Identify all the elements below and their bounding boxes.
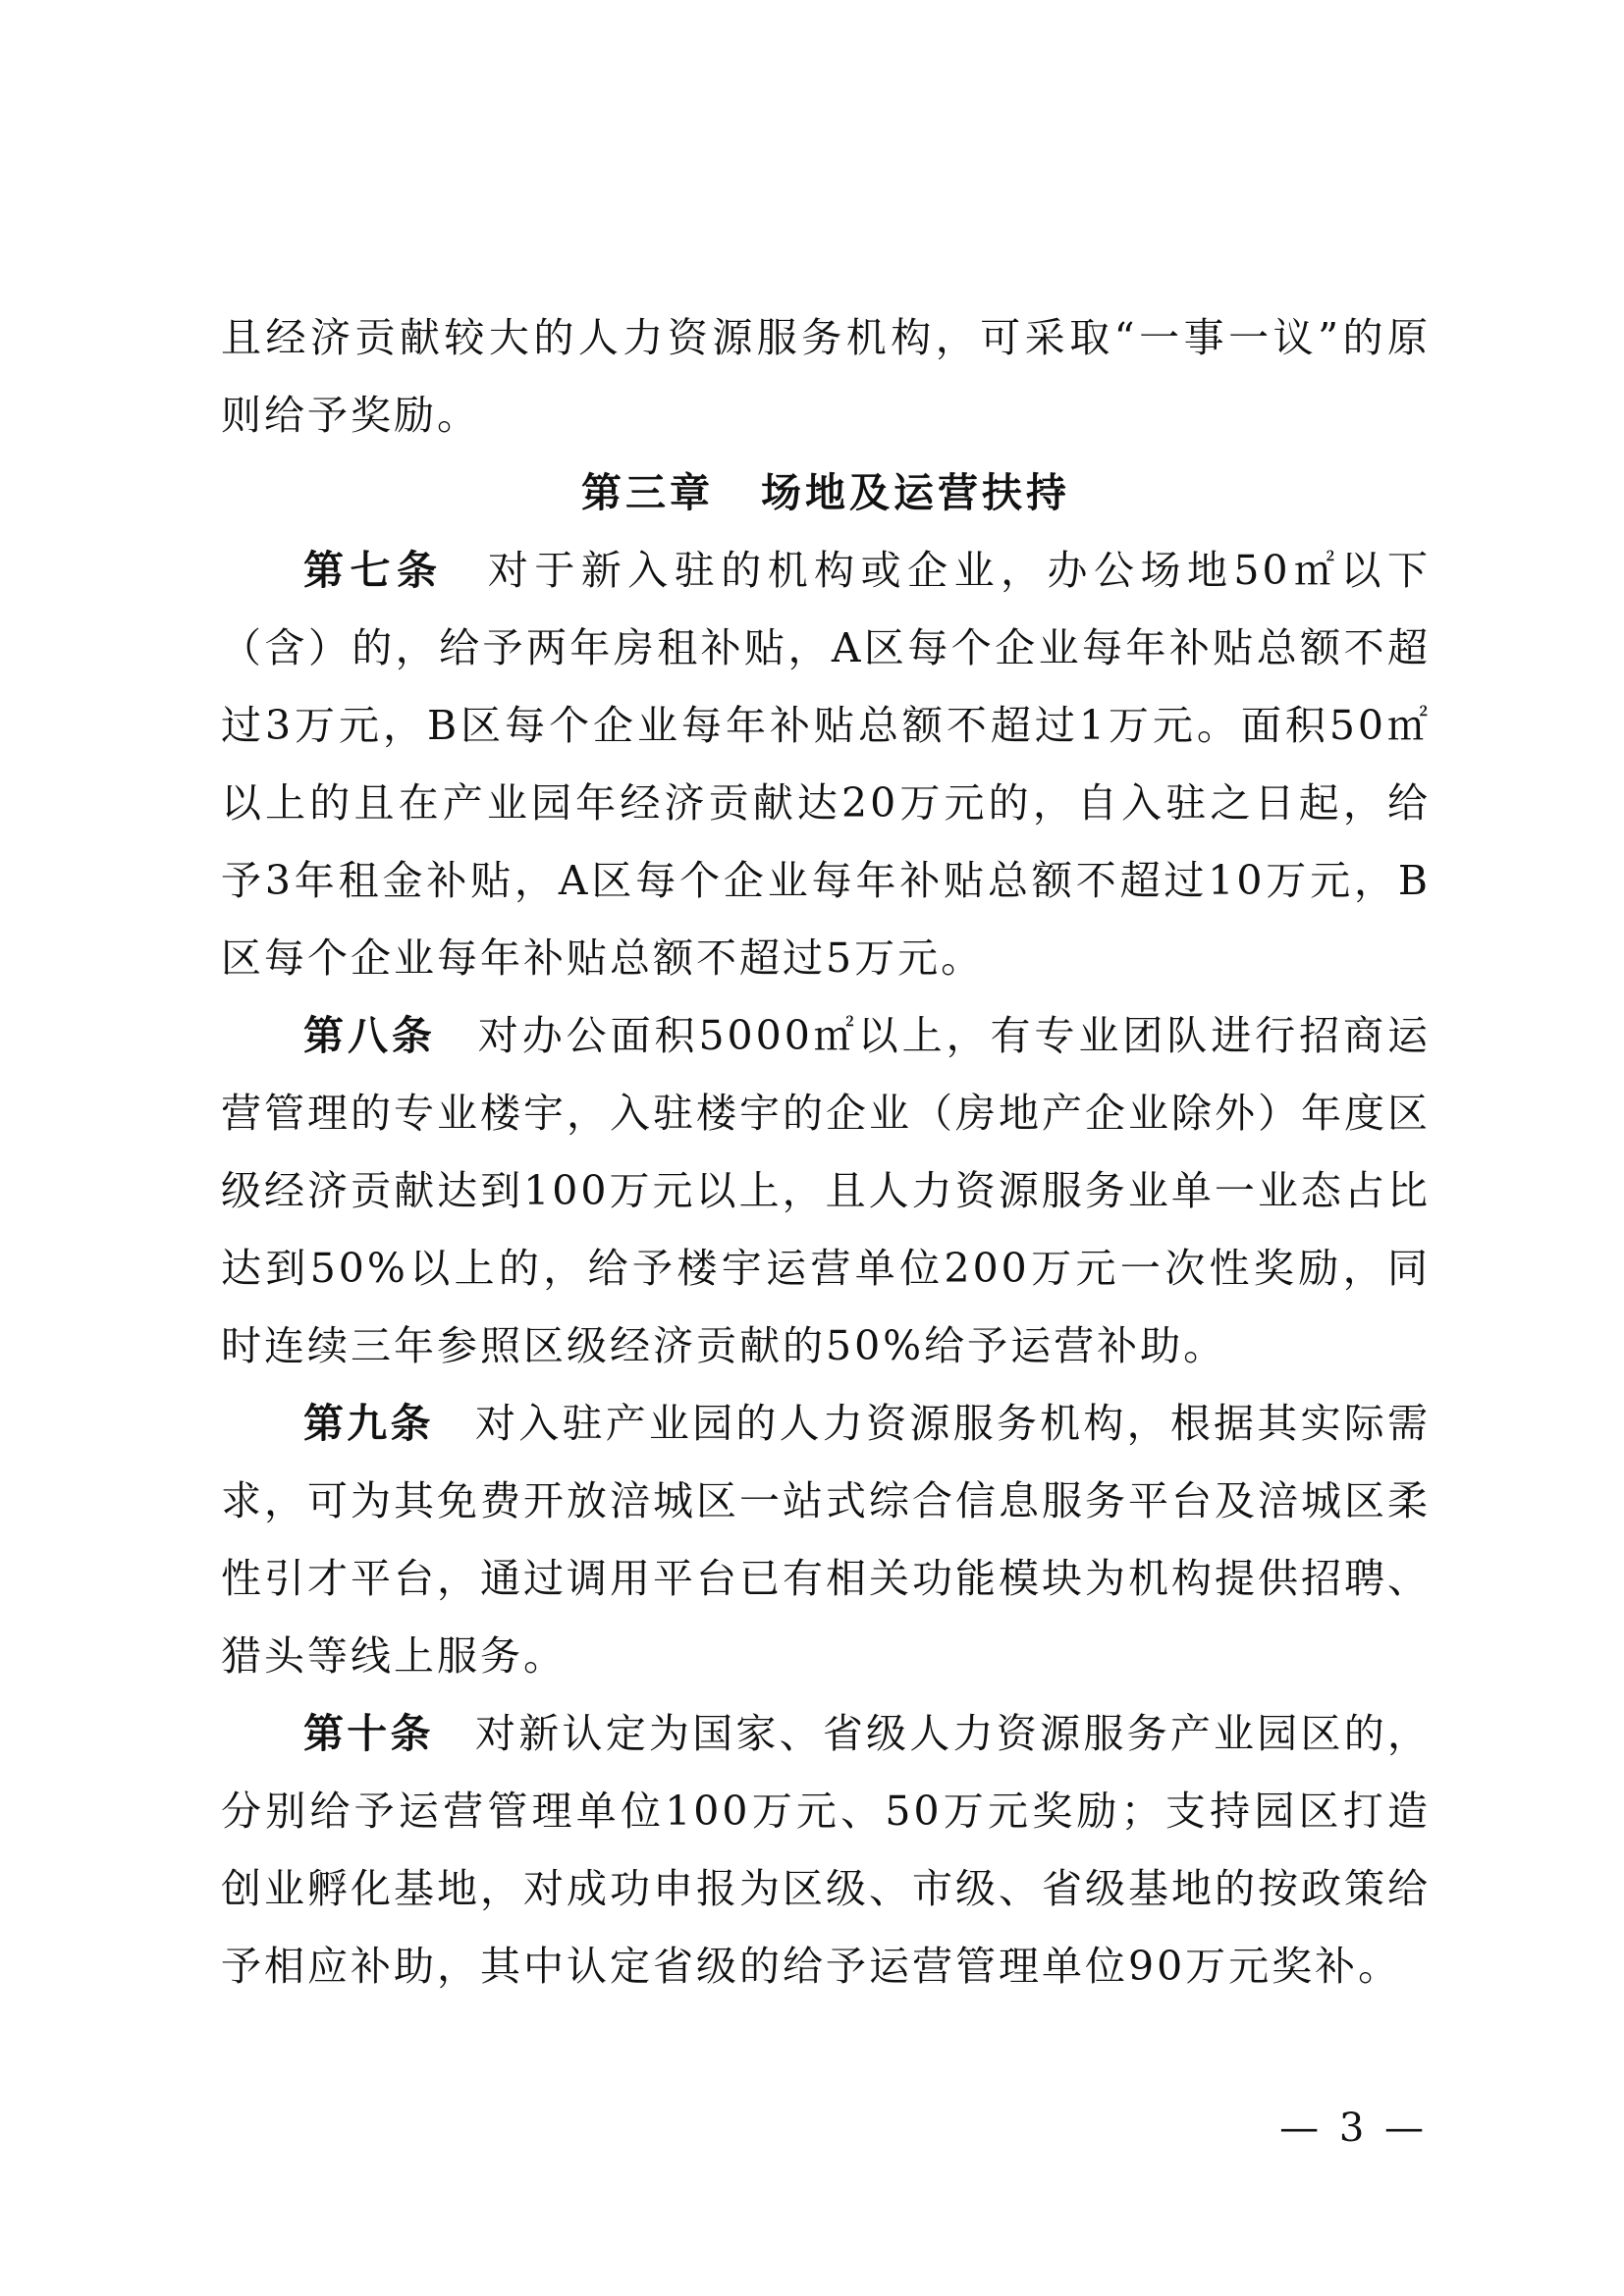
article-8 [221, 997, 1431, 1385]
article-text: 对办公面积5000㎡以上，有专业团队进行招商运营管理的专业楼宇，入驻楼宇的企业（房地产企业除外）年度区级经济贡献达到100万元以上，且人力资源服务业单一业态占比达到50%以上的，给予楼宇运营单位200万元一次性奖励，同时连续三年参照区级经济贡献的50%给予运营补助。 [221, 1012, 1431, 1369]
document-body [221, 299, 1431, 2005]
article-text: 对于新入驻的机构或企业，办公场地50㎡以下（含）的，给予两年房租补贴，A区每个企业每年补贴总额不超过3万元，B区每个企业每年补贴总额不超过1万元。面积50㎡以上的且在产业园年经济贡献达20万元的，自入驻之日起，给予3年租金补贴，A区每个企业每年补贴总额不超过10万元，B区每个企业每年补贴总额不超过5万元。 [221, 547, 1432, 982]
article-label: 第八条 [303, 1012, 436, 1059]
chapter-number: 第三章 [581, 469, 714, 516]
article-7 [221, 532, 1431, 997]
intro-text: 且经济贡献较大的人力资源服务机构，可采取“一事一议”的原则给予奖励。 [221, 314, 1431, 439]
article-label: 第九条 [303, 1400, 434, 1447]
article-label: 第十条 [303, 1710, 434, 1757]
article-9 [221, 1385, 1431, 1695]
page-number: — 3 — [1279, 2106, 1428, 2151]
chapter-title: 场地及运营扶持 [761, 469, 1070, 516]
article-10 [221, 1695, 1431, 2005]
chapter-heading [221, 454, 1431, 532]
article-text: 对入驻产业园的人力资源服务机构，根据其实际需求，可为其免费开放涪城区一站式综合信息服务平台及涪城区柔性引才平台，通过调用平台已有相关功能模块为机构提供招聘、猎头等线上服务。 [221, 1400, 1432, 1680]
article-label: 第七条 [303, 547, 444, 594]
intro-paragraph [221, 299, 1431, 454]
article-text: 对新认定为国家、省级人力资源服务产业园区的，分别给予运营管理单位100万元、50万元奖励；支持园区打造创业孵化基地，对成功申报为区级、市级、省级基地的按政策给予相应补助，其中认定省级的给予运营管理单位90万元奖补。 [221, 1710, 1432, 1990]
